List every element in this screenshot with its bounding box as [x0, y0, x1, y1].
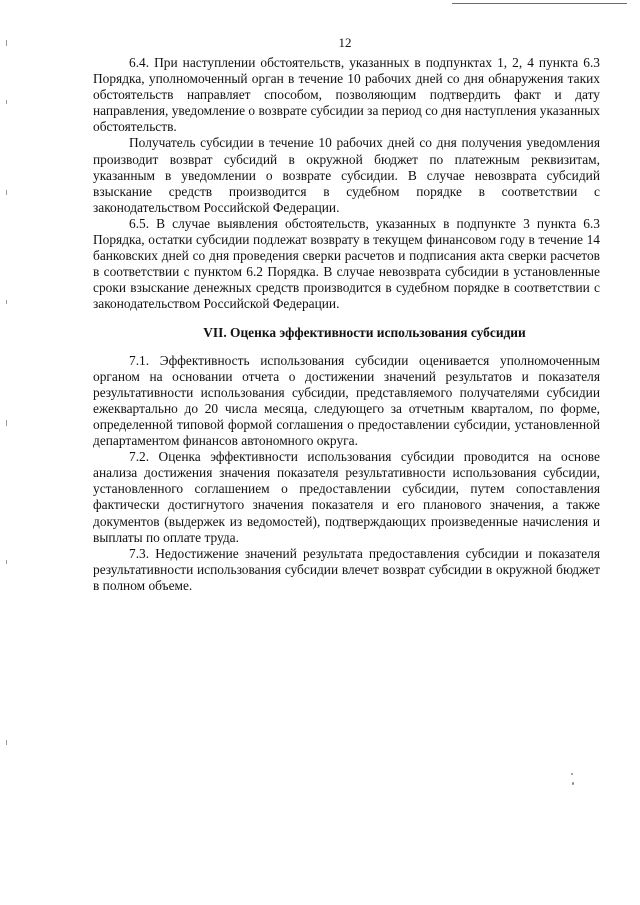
scan-edge-line [452, 3, 627, 4]
paragraph-7-1: 7.1. Эффективность использования субсидии оценивается уполномоченным органом на основании отчета о достижении значений результатов и показателя результативности использования субсидии, представляемого получателями субсидии ежеквартально до 20 числа месяца, следующего за отчетным кварталом, по форме, определенной типовой формой соглашения о предоставлении субсидии, установленной департаментом финансов автономного округа. [93, 352, 600, 449]
paragraph-7-3: 7.3. Недостижение значений результата предоставления субсидии и показателя результативности использования субсидии влечет возврат субсидии в окружной бюджет в полном объеме. [93, 545, 600, 593]
scan-margin-marks [6, 40, 8, 820]
paragraph-6-4: 6.4. При наступлении обстоятельств, указанных в подпунктах 1, 2, 4 пункта 6.3 Порядка, уполномоченный орган в течение 10 рабочих дней со дня обнаружения таких обстоятельств направляет способом, позволяющим подтвердить факт и дату направления, уведомление о возврате субсидии за период со дня наступления указанных обстоятельств. [93, 55, 600, 135]
scan-speck [571, 773, 573, 775]
scan-speck [572, 782, 574, 785]
section-heading-vii: VII. Оценка эффективности использования субсидии [203, 324, 526, 340]
paragraph-6-5: 6.5. В случае выявления обстоятельств, указанных в подпункте 3 пункта 6.3 Порядка, остатки субсидии подлежат возврату в текущем финансовом году в течение 14 банковских дней со дня проведения сверки расчетов и подписания акта сверки расчетов в соответствии с пунктом 6.2 Порядка. В случае невозврата субсидии в установленные сроки взыскание денежных средств производится в судебном порядке в соответствии с законодательством Российской Федерации. [93, 215, 600, 312]
page-number: 12 [338, 35, 352, 50]
document-body [93, 55, 600, 594]
paragraph-6-4-continued: Получатель субсидии в течение 10 рабочих дней со дня получения уведомления производит возврат субсидий в окружной бюджет по платежным реквизитам, указанным в уведомлении о возврате субсидии. В случае невозврата субсидий взыскание средств производится в судебном порядке в соответствии с законодательством Российской Федерации. [93, 135, 600, 215]
paragraph-7-2: 7.2. Оценка эффективности использования субсидии проводится на основе анализа достижения значения показателя результативности использования субсидии, установленного соглашением о предоставлении субсидии, путем сопоставления фактически достигнутого значения показателя и его планового значения, а также документов (выдержек из ведомостей), подтверждающих произведенные начисления и выплаты по оплате труда. [93, 449, 600, 545]
